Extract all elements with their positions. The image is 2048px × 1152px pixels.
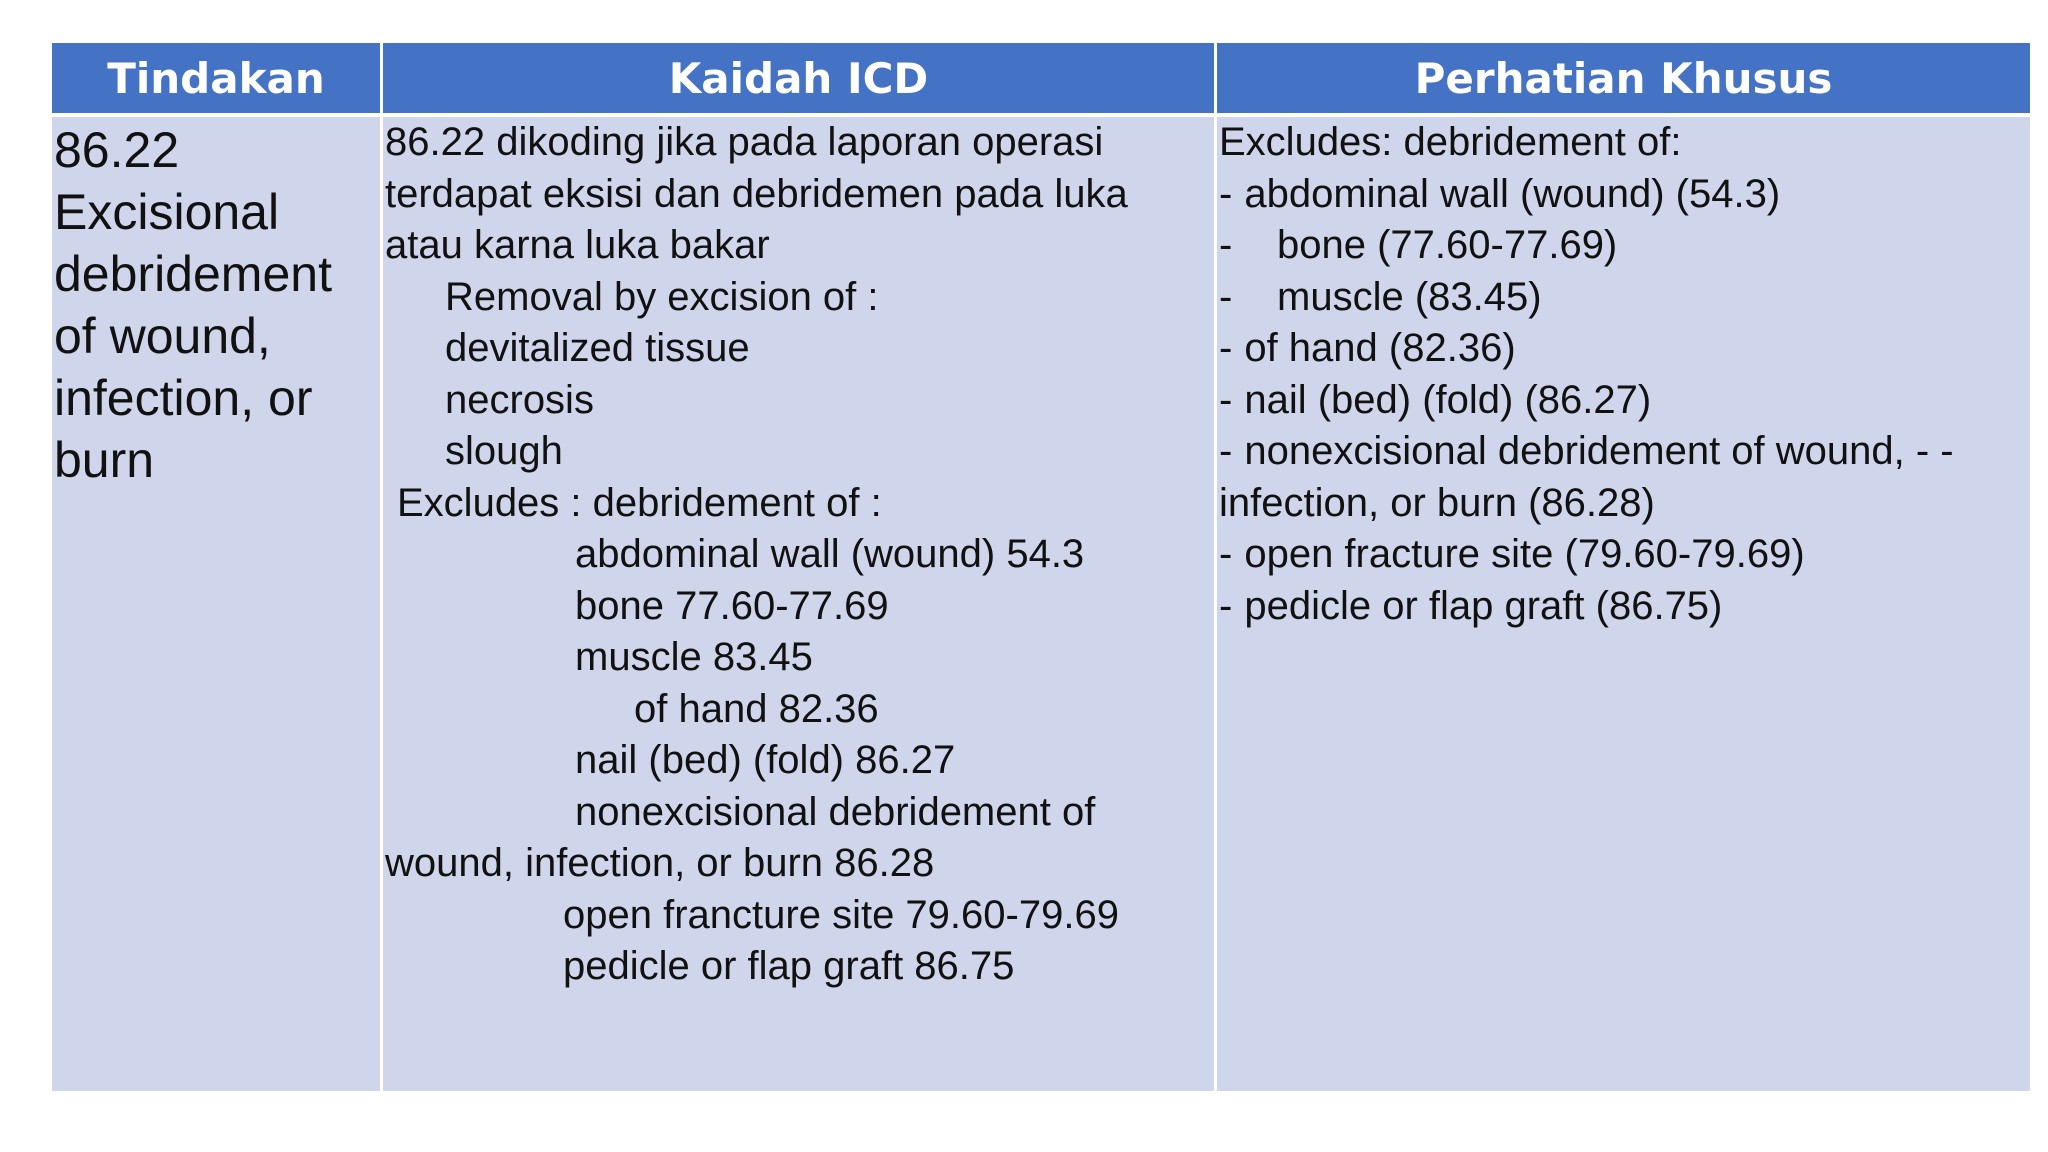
dash-marker: -	[1219, 429, 1233, 473]
kaidah-line: Excludes : debridement of :	[397, 480, 882, 525]
kaidah-line: nail (bed) (fold) 86.27	[575, 738, 956, 782]
header-kaidah-icd: Kaidah ICD	[383, 43, 1217, 117]
exclusion-text: infection, or burn (86.28)	[1219, 480, 1655, 525]
kaidah-line: wound, infection, or burn 86.28	[385, 841, 935, 885]
kaidah-line: terdapat eksisi dan debridemen pada luka	[385, 171, 1128, 216]
kaidah-line: nonexcisional debridement of	[575, 789, 1096, 834]
exclusion-text: bone (77.60-77.69)	[1277, 223, 1618, 267]
dash-marker: -	[1219, 583, 1233, 628]
tindakan-line: burn	[54, 432, 155, 488]
exclusion-text: pedicle or flap graft (86.75)	[1244, 583, 1723, 628]
kaidah-line: abdominal wall (wound) 54.3	[575, 532, 1085, 576]
kaidah-line: muscle 83.45	[575, 635, 813, 679]
dash-marker: -	[1219, 223, 1233, 267]
cell-kaidah-icd	[383, 117, 1217, 1091]
tindakan-line: Excisional	[54, 184, 280, 240]
dash-marker: -	[1219, 377, 1233, 422]
icd-table	[52, 43, 2030, 1091]
kaidah-line: open francture site 79.60-79.69	[563, 892, 1119, 937]
exclusion-item	[1219, 169, 1954, 221]
exclusion-item	[1219, 272, 1954, 324]
dash-marker: -	[1219, 326, 1233, 370]
perhatian-intro: Excludes: debridement of:	[1219, 120, 1682, 164]
cell-perhatian-khusus	[1217, 117, 2030, 1091]
dash-marker: -	[1219, 171, 1233, 216]
tindakan-text	[54, 119, 332, 491]
kaidah-line: pedicle or flap graft 86.75	[563, 944, 1015, 988]
kaidah-text	[385, 117, 1128, 993]
exclusion-item	[1219, 375, 1954, 427]
exclusion-item	[1219, 478, 1954, 530]
exclusion-item	[1219, 220, 1954, 272]
kaidah-line: bone 77.60-77.69	[575, 583, 889, 628]
exclusion-text: nail (bed) (fold) (86.27)	[1244, 377, 1652, 422]
tindakan-line: debridement	[54, 246, 332, 302]
kaidah-line: necrosis	[445, 377, 594, 422]
exclusion-text: of hand (82.36)	[1244, 326, 1516, 370]
kaidah-line: 86.22 dikoding jika pada laporan operasi	[385, 120, 1104, 164]
kaidah-line: of hand 82.36	[634, 686, 879, 731]
kaidah-line: devitalized tissue	[445, 326, 750, 370]
header-tindakan: Tindakan	[52, 43, 383, 117]
exclusion-text: muscle (83.45)	[1277, 274, 1542, 319]
cell-tindakan	[52, 117, 383, 1091]
kaidah-line: Removal by excision of :	[445, 274, 879, 319]
exclusion-item	[1219, 581, 1954, 633]
dash-marker: -	[1219, 274, 1233, 319]
dash-marker: -	[1219, 532, 1233, 576]
tindakan-line: of wound,	[54, 308, 271, 364]
tindakan-line: 86.22	[54, 122, 180, 178]
exclusion-text: nonexcisional debridement of wound, - -	[1244, 429, 1954, 473]
exclusion-item	[1219, 323, 1954, 375]
tindakan-line: infection, or	[54, 370, 313, 426]
perhatian-text	[1219, 117, 1954, 632]
exclusion-text: abdominal wall (wound) (54.3)	[1244, 171, 1781, 216]
kaidah-line: atau karna luka bakar	[385, 223, 770, 267]
header-perhatian-khusus: Perhatian Khusus	[1217, 43, 2030, 117]
kaidah-line: slough	[445, 429, 563, 473]
exclusion-item	[1219, 529, 1954, 581]
exclusion-text: open fracture site (79.60-79.69)	[1244, 532, 1805, 576]
exclusion-item	[1219, 426, 1954, 478]
